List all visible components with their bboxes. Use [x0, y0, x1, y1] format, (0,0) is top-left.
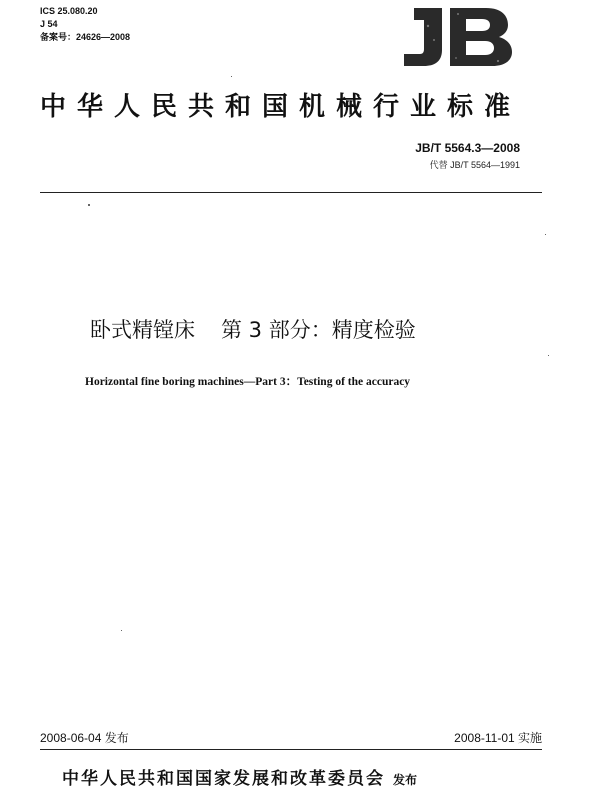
jb-logo	[398, 6, 516, 68]
publisher-line	[62, 764, 417, 789]
replaces-standard: 代替 JB/T 5564—1991	[429, 160, 520, 170]
implementation-date: 2008-11-01 实施	[454, 731, 542, 745]
filing-number: 备案号：24626—2008	[40, 32, 131, 42]
scan-speck	[88, 204, 90, 206]
industry-standard-title: 中华人民共和国机械行业标准	[40, 92, 522, 122]
class-code: J 54	[40, 19, 58, 29]
issue-date: 2008-06-04 发布	[40, 731, 129, 745]
standard-number: JB/T 5564.3—2008	[415, 141, 520, 155]
chinese-title-main: 卧式精镗床	[90, 318, 195, 342]
publish-label: 发布	[393, 773, 418, 787]
top-divider	[40, 192, 542, 193]
bottom-divider	[40, 749, 542, 750]
scan-speck	[548, 355, 549, 356]
scan-speck	[121, 630, 122, 631]
english-title: Horizontal fine boring machines—Part 3：Testing of the accuracy	[85, 376, 411, 388]
publisher-name: 中华人民共和国国家发展和改革委员会	[62, 769, 385, 789]
classification-block	[40, 5, 130, 44]
chinese-title	[90, 314, 416, 344]
ics-code: ICS 25.080.20	[40, 6, 98, 16]
scan-speck	[545, 234, 546, 235]
scan-speck	[231, 76, 232, 77]
chinese-title-part: 第 3 部分：精度检验	[221, 318, 416, 342]
